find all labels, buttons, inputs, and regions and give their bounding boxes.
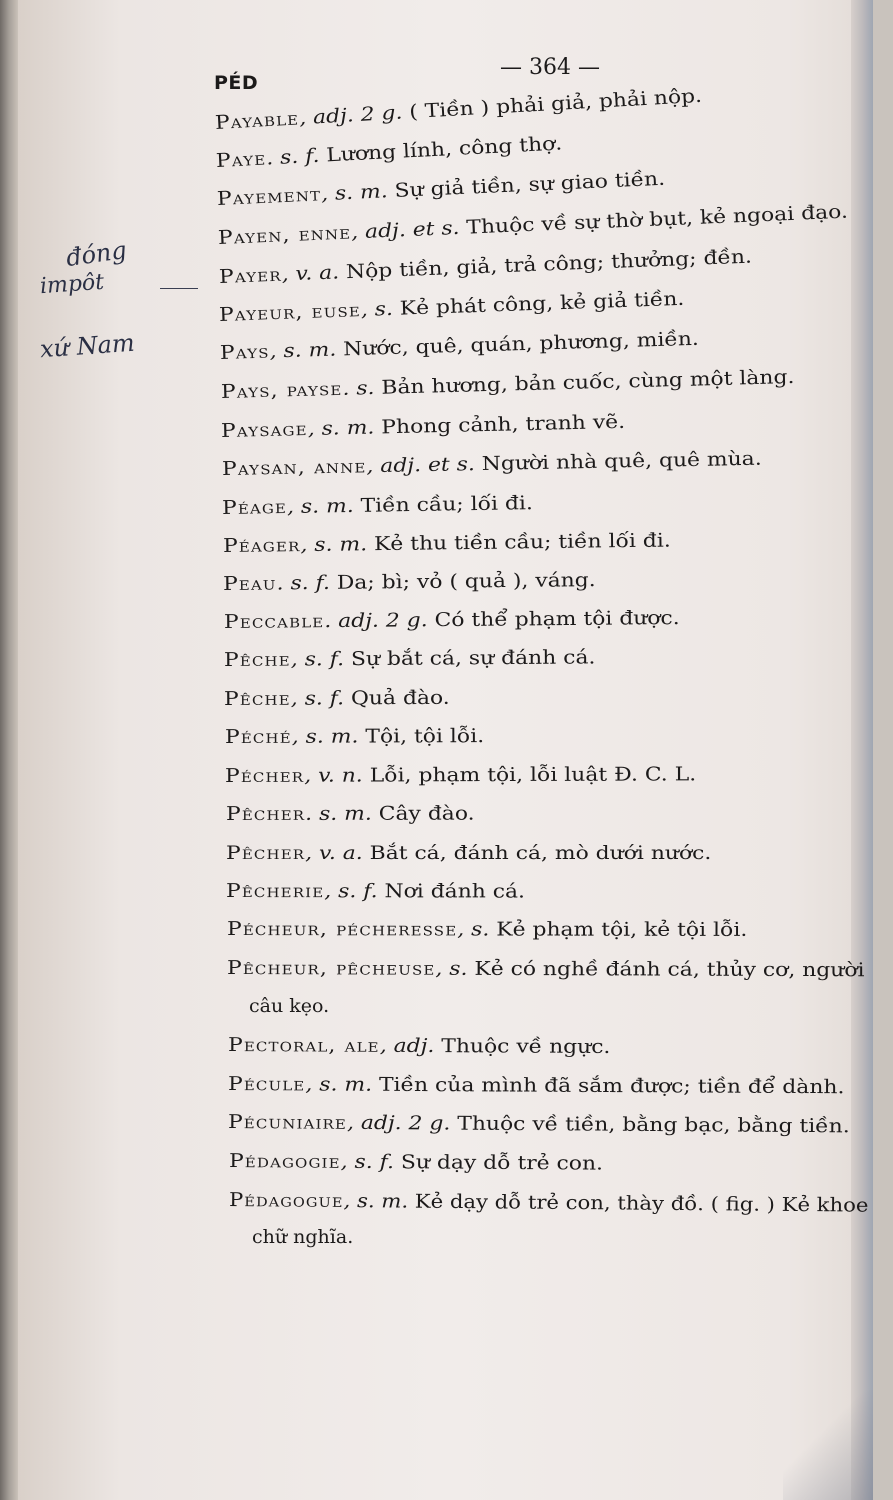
- entry-definition: Tiền của mình đã sắm được; tiền để dành.: [372, 1073, 845, 1099]
- entry-grammar: , s. m.: [305, 1073, 373, 1096]
- dictionary-entry: [226, 880, 525, 903]
- entry-definition: Quả đào.: [343, 686, 450, 710]
- entry-grammar: , adj.: [379, 1034, 435, 1058]
- entry-grammar: , s. m.: [320, 180, 389, 206]
- entry-grammar: , v. a.: [281, 261, 340, 286]
- entry-definition: Bản hương, bản cuốc, cùng một làng.: [374, 365, 795, 399]
- entry-grammar: , s. f.: [290, 648, 345, 671]
- entry-definition: Lương lính, công thợ.: [318, 132, 563, 167]
- entry-grammar: , s. m.: [269, 338, 337, 363]
- entry-grammar: . s.: [342, 376, 375, 400]
- entry-headword: Péager: [222, 534, 301, 557]
- handwritten-note: impôt: [39, 269, 105, 300]
- entry-definition: Sự bắt cá, sự đánh cá.: [343, 646, 596, 671]
- dictionary-entry: [221, 411, 626, 442]
- entry-headword: Pays: [219, 340, 270, 364]
- entry-headword: Paysage: [220, 418, 308, 442]
- entry-headword: Paysan, anne: [221, 455, 367, 480]
- entry-grammar: . adj. 2 g.: [324, 609, 428, 633]
- entry-headword: Peccable: [223, 610, 325, 633]
- dictionary-entry: [222, 492, 533, 519]
- dictionary-entry: [227, 918, 747, 941]
- entry-grammar: , s. f.: [324, 880, 378, 903]
- entry-definition: Nơi đánh cá.: [377, 880, 526, 903]
- dictionary-entry: [225, 725, 484, 748]
- entry-definition: Kẻ phát công, kẻ giả tiền.: [392, 287, 685, 320]
- entry-definition: Kẻ thu tiền cầu; tiền lối đi.: [366, 529, 671, 556]
- dictionary-entry: [225, 763, 696, 787]
- dictionary-entry: [223, 530, 671, 557]
- entry-definition: Sự giả tiền, sự giao tiền.: [387, 167, 666, 203]
- entry-definition: Bắt cá, đánh cá, mò dưới nước.: [362, 842, 712, 864]
- entry-grammar: , s. f.: [340, 1150, 395, 1174]
- entry-headword: Pécule: [227, 1073, 306, 1096]
- dictionary-entry: [228, 1111, 850, 1137]
- dictionary-entry: [229, 1150, 603, 1175]
- entry-headword: Péage: [221, 495, 288, 519]
- handwritten-note: đóng: [64, 235, 129, 273]
- entry-grammar: , adj. et s.: [366, 453, 476, 478]
- entry-headword: Payeur, euse: [218, 299, 362, 326]
- entry-headword: Pédagogue: [228, 1189, 344, 1212]
- entry-headword: Pêche: [223, 648, 291, 671]
- entry-headword: Pécheur, pécheresse: [226, 918, 458, 941]
- dictionary-entry: [228, 1073, 845, 1098]
- entry-headword: Pêcherie: [225, 880, 325, 903]
- entry-grammar: , s.: [360, 297, 394, 322]
- entry-grammar: , s. f.: [290, 687, 345, 710]
- entry-grammar: , s. m.: [307, 416, 375, 441]
- entry-headword: Payement: [216, 183, 322, 210]
- entry-grammar: , s.: [457, 918, 490, 941]
- entry-headword: Pêche: [223, 687, 291, 710]
- entry-grammar: , s. m.: [343, 1190, 409, 1213]
- entry-definition: ( Tiền ) phải giả, phải nộp.: [401, 84, 703, 124]
- entry-definition: Có thể phạm tội được.: [427, 607, 680, 632]
- entry-definition: Người nhà quê, quê mùa.: [474, 447, 762, 476]
- entry-definition: Cây đào.: [371, 802, 475, 825]
- entry-definition: Kẻ dạy dỗ trẻ con, thày đồ. ( fig. ) Kẻ khoe: [408, 1190, 869, 1217]
- dictionary-entry: [215, 132, 562, 172]
- entry-grammar: . s. f.: [276, 571, 330, 595]
- entry-headword: Pêcher: [226, 842, 306, 864]
- entry-headword: Pécher: [224, 764, 305, 787]
- entry-definition: Nước, quê, quán, phương, miền.: [335, 327, 700, 361]
- dictionary-entry: [226, 842, 711, 864]
- entry-headword: Pays, payse: [220, 377, 343, 403]
- dictionary-entry: [219, 246, 753, 288]
- dictionary-entry: [224, 607, 680, 633]
- entry-headword: Payable: [214, 107, 300, 134]
- page-number: — 364 —: [500, 55, 600, 80]
- entry-definition: Phong cảnh, tranh vẽ.: [374, 410, 626, 439]
- dictionary-entry: [217, 168, 666, 210]
- entry-headword: Peau: [222, 572, 277, 595]
- section-header: PÉD: [214, 72, 259, 94]
- entry-definition: Tội, tội lỗi.: [358, 725, 485, 748]
- entry-grammar: , v. n.: [304, 764, 363, 787]
- dictionary-entry: [226, 803, 475, 825]
- entry-headword: Pédagogie: [228, 1150, 341, 1173]
- entry-grammar: , s. m.: [286, 494, 354, 518]
- dictionary-entry: [227, 957, 865, 981]
- entry-definition: Thuộc về sự thờ bụt, kẻ ngoại đạo.: [459, 200, 849, 239]
- entry-headword: Pectoral, ale: [227, 1034, 380, 1057]
- dictionary-entry: [218, 201, 849, 249]
- entry-definition: Sự dạy dỗ trẻ con.: [393, 1151, 604, 1175]
- entry-grammar: , s. m.: [300, 533, 368, 557]
- entry-definition: Thuộc về tiền, bằng bạc, bằng tiền.: [450, 1112, 850, 1138]
- dictionary-entry: [214, 85, 702, 134]
- entry-grammar: , s. m.: [291, 725, 359, 748]
- entry-definition: Kẻ có nghề đánh cá, thủy cơ, người: [467, 957, 865, 982]
- entry-grammar: , adj. et s.: [350, 216, 460, 244]
- entry-continuation: chữ nghĩa.: [252, 1226, 354, 1248]
- entry-grammar: . s. f.: [265, 144, 320, 170]
- entry-headword: Payen, enne: [217, 221, 352, 249]
- dictionary-entry: [222, 448, 762, 480]
- entry-definition: Kẻ phạm tội, kẻ tội lỗi.: [489, 918, 748, 941]
- entry-definition: Nộp tiền, giả, trả công; thưởng; đền.: [338, 245, 753, 284]
- entry-headword: Pêcher: [225, 802, 306, 825]
- entry-headword: Péché: [224, 725, 292, 748]
- entry-grammar: , adj. 2 g.: [298, 101, 403, 130]
- entry-definition: Tiền cầu; lối đi.: [353, 492, 534, 517]
- entry-headword: Paye: [215, 147, 267, 172]
- entry-continuation: câu kẹo.: [249, 995, 330, 1017]
- entry-definition: Thuộc về ngực.: [434, 1035, 611, 1059]
- entry-headword: Payer: [218, 263, 283, 288]
- dictionary-entry: [224, 687, 450, 710]
- dictionary-entry: [219, 288, 685, 326]
- entry-definition: Da; bì; vỏ ( quả ), váng.: [329, 569, 596, 594]
- dictionary-entry: [224, 646, 596, 671]
- dictionary-entry: [221, 366, 795, 403]
- dictionary-entry: [229, 1189, 869, 1217]
- handwritten-note: xứ Nam: [39, 328, 136, 364]
- entry-grammar: . s. m.: [305, 802, 372, 825]
- entry-grammar: , s.: [435, 957, 468, 980]
- entry-headword: Pécuniaire: [227, 1111, 348, 1134]
- dictionary-entry: [223, 569, 596, 595]
- dictionary-entry: [228, 1034, 611, 1058]
- entry-grammar: , adj. 2 g.: [346, 1111, 451, 1135]
- entry-grammar: , v. a.: [305, 842, 363, 864]
- entry-definition: Lỗi, phạm tội, lỗi luật Đ. C. L.: [362, 763, 697, 787]
- dictionary-entry: [220, 328, 699, 364]
- entry-headword: Pêcheur, pêcheuse: [226, 957, 436, 980]
